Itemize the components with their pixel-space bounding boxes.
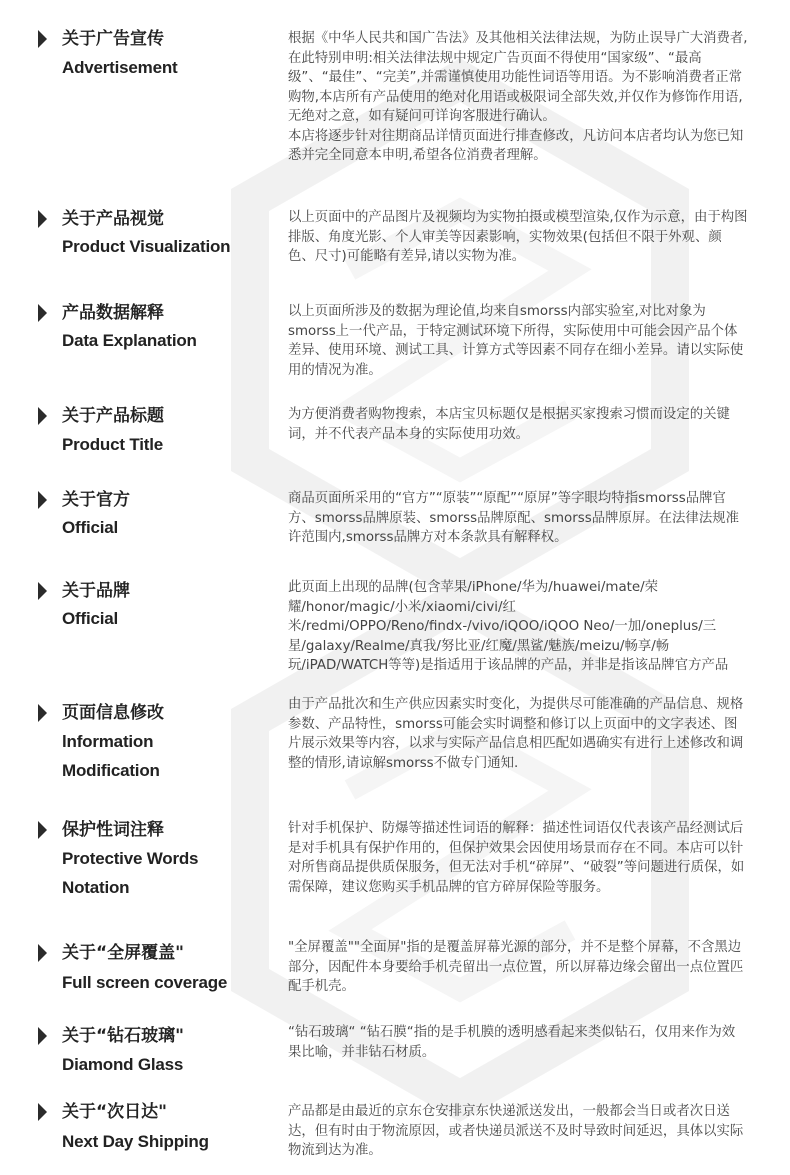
bullet-marker-icon bbox=[38, 1027, 47, 1045]
section-body bbox=[288, 578, 748, 676]
section-paragraph: "全屏覆盖""全面屏"指的是覆盖屏幕光源的部分，并不是整个屏幕，不含黑边部分，因配件本身要给手机壳留出一点位置，所以屏幕边缘会留出一点位置匹配手机壳。 bbox=[288, 940, 744, 994]
section-title-cn: 关于品牌 bbox=[62, 581, 130, 601]
section-title-en: lnformation bbox=[62, 732, 154, 751]
bullet-marker-icon bbox=[38, 304, 47, 322]
section-body bbox=[288, 405, 748, 444]
section-paragraph: 针对手机保护、防爆等描述性词语的解释：描述性词语仅代表该产品经测试后是对手机具有保护作用的，但保护效果会因使用场景而存在不同。本店可以针对所售商品提供质保服务，但无法对手机“碎屏”、“破裂”等问题进行质保，如需保障，建议您购买手机品牌的官方碎屏保险等服务。 bbox=[288, 821, 745, 895]
section-paragraph: 产品都是由最近的京东仓安排京东快递派送发出，一般都会当日或者次日送达，但有时由于物流原因，或者快递员派送不及时导致时间延迟，具体以实际物流到达为准。 bbox=[288, 1104, 744, 1158]
section-body bbox=[288, 208, 748, 267]
section-body bbox=[288, 695, 748, 773]
section-paragraph: 商品页面所采用的“官方”“原装”“原配”“原屏”等字眼均特指smorss品牌官方、smorss品牌原装、smorss品牌原配、smorss品牌原屏。在法律法规准许范围内,smorss品牌方对本条款具有解释权。 bbox=[288, 491, 739, 545]
section-title-en-line2: Modification bbox=[62, 761, 160, 780]
section-body bbox=[288, 302, 748, 380]
section-title-en: Full screen coverage bbox=[62, 973, 228, 992]
section-title-en: Product Title bbox=[62, 435, 163, 454]
section-paragraph: 此页面上出现的品牌(包含苹果/iPhone/华为/huawei/mate/荣耀/honor/magic/小米/xiaomi/civi/红米/redmi/OPPO/Reno/findx-/vivo/iQOO/iQOO Neo/一加/oneplus/三星/galaxy/Realme/真我/努比亚/红魔/黑鲨/魅族/meizu/畅享/畅玩/iPAD/WATCH等等)是指适用于该品牌的产品，并非是指该品牌官方产品 bbox=[288, 580, 729, 673]
section-title-cn: 关于“全屏覆盖" bbox=[62, 943, 185, 963]
bullet-marker-icon bbox=[38, 210, 47, 228]
section-body bbox=[288, 819, 748, 897]
section-body bbox=[288, 29, 748, 166]
section-title-en-line2: Notation bbox=[62, 878, 130, 897]
section-body bbox=[288, 938, 748, 997]
section-title-en: Diamond Glass bbox=[62, 1055, 184, 1074]
bullet-marker-icon bbox=[38, 704, 47, 722]
section-paragraph: 本店将逐步针对往期商品详情页面进行排查修改，凡访问本店者均认为您已知悉并完全同意本申明,希望各位消费者理解。 bbox=[288, 128, 744, 163]
section-paragraph: 以上页面所涉及的数据为理论值,均来自smorss内部实验室,对比对象为smorss上一代产品，于特定测试环境下所得，实际使用中可能会因产品个体差异、使用环境、测试工具、计算方式等因素不同存在细小差异。请以实际使用的情况为准。 bbox=[288, 304, 744, 378]
bullet-marker-icon bbox=[38, 821, 47, 839]
bullet-marker-icon bbox=[38, 944, 47, 962]
section-title-cn: 关于广告宣传 bbox=[62, 29, 164, 49]
bullet-marker-icon bbox=[38, 407, 47, 425]
section-title-cn: 保护性词注释 bbox=[62, 820, 164, 840]
section-title-cn: 关于“钻石玻璃" bbox=[62, 1026, 185, 1046]
section-title-en: Product Visualization bbox=[62, 237, 231, 256]
bullet-marker-icon bbox=[38, 582, 47, 600]
bullet-marker-icon bbox=[38, 30, 47, 48]
section-body bbox=[288, 489, 748, 548]
section-paragraph: “钻石玻璃“ “钻石膜“指的是手机膜的透明感看起来类似钻石，仅用来作为效果比喻，并非钻石材质。 bbox=[288, 1025, 736, 1060]
section-title-en: Data Explanation bbox=[62, 331, 197, 350]
section-title-cn: 关于产品标题 bbox=[62, 406, 164, 426]
section-title-en: Protective Words bbox=[62, 849, 199, 868]
bullet-marker-icon bbox=[38, 1103, 47, 1121]
section-paragraph: 由于产品批次和生产供应因素实时变化，为提供尽可能准确的产品信息、规格参数、产品特性，smorss可能会实时调整和修订以上页面中的文字表述、图片展示效果等内容，以求与实际产品信息相匹配如遇确实有进行上述修改和调整的情形,请谅解smorss不做专门通知. bbox=[288, 697, 744, 771]
section-title-en: Official bbox=[62, 609, 119, 628]
section-paragraph: 以上页面中的产品图片及视频均为实物拍摄或模型渲染,仅作为示意，由于构图排版、角度光影、个人审美等因素影响，实物效果(包括但不限于外观、颜色、尺寸)可能略有差异,请以实物为准。 bbox=[288, 210, 748, 264]
bullet-marker-icon bbox=[38, 491, 47, 509]
section-body bbox=[288, 1023, 748, 1062]
section-title-cn: 关于“次日达" bbox=[62, 1102, 168, 1122]
section-title-en: Advertisement bbox=[62, 58, 178, 77]
section-title-cn: 页面信息修改 bbox=[62, 703, 164, 723]
section-title-cn: 关于官方 bbox=[62, 490, 130, 510]
section-paragraph: 根据《中华人民共和国广告法》及其他相关法律法规，为防止误导广大消费者,在此特别申明:相关法律法规中规定广告页面不得使用“国家级”、“最高级”、“最佳”、“完美”,并需谨慎使用功能性词语等用语。为不影响消费者正常购物,本店所有产品使用的绝对化用语或极限词全部失效,并仅作为修饰作用语,无绝对之意，如有疑问可详询客服进行确认。 bbox=[288, 31, 748, 124]
section-paragraph: 为方便消费者购物搜索，本店宝贝标题仅是根据买家搜索习惯而设定的关键词，并不代表产品本身的实际使用功效。 bbox=[288, 407, 730, 442]
section-title-en: Next Day Shipping bbox=[62, 1132, 209, 1151]
section-body bbox=[288, 1102, 748, 1161]
section-title-cn: 关于产品视觉 bbox=[62, 209, 164, 229]
section-title-cn: 产品数据解释 bbox=[62, 303, 164, 323]
section-title-en: Official bbox=[62, 518, 119, 537]
